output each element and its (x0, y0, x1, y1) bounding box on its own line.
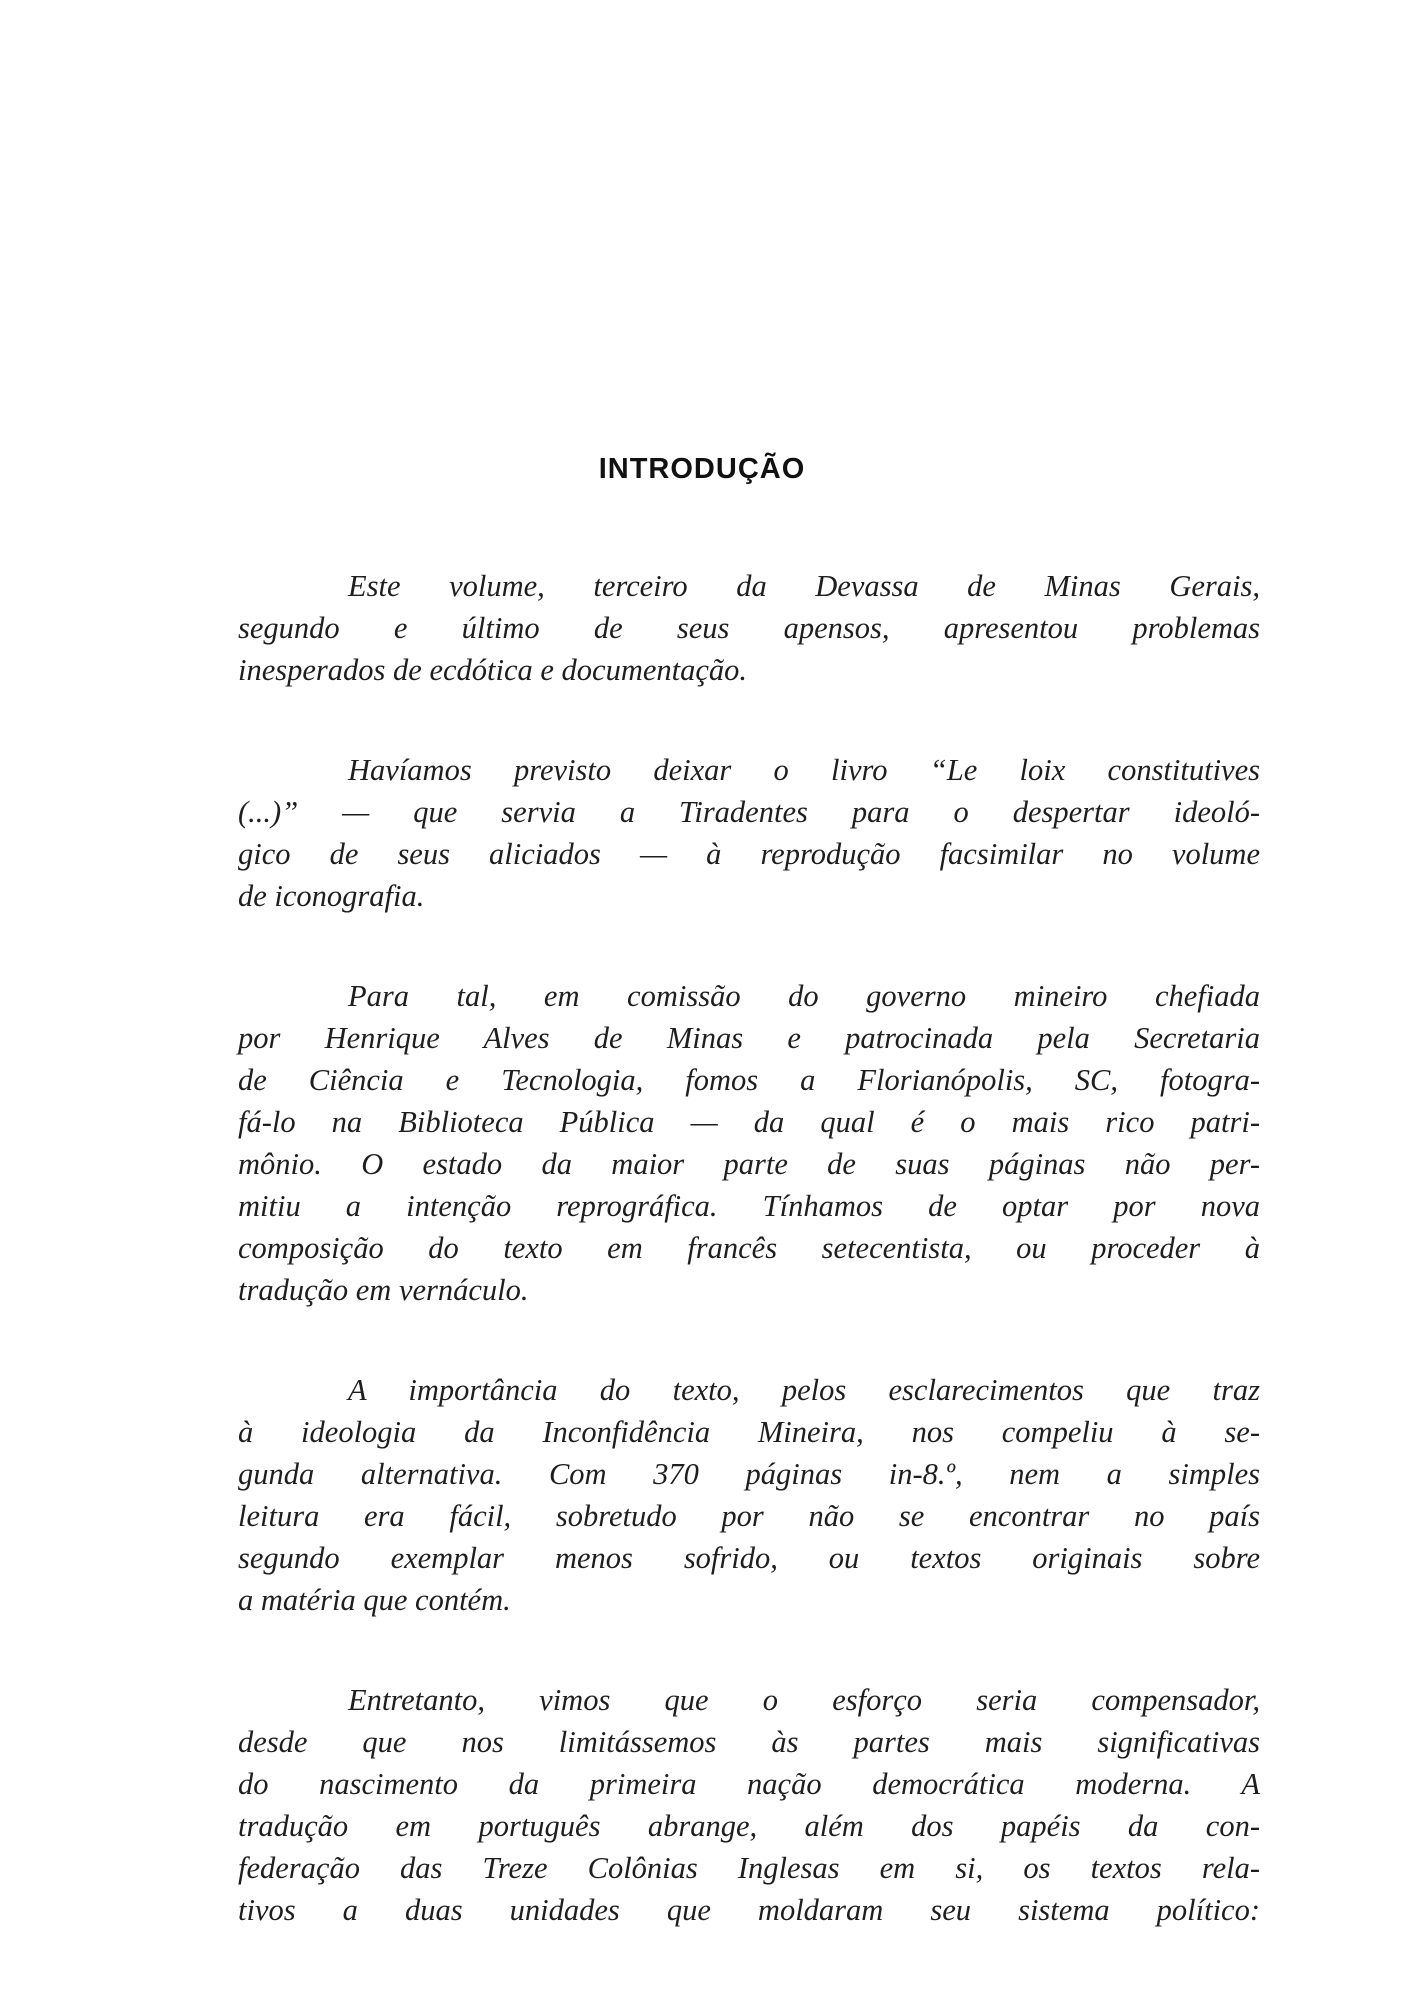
paragraph-line: à ideologia da Inconfidência Mineira, nos compeliu à se- (238, 1415, 1260, 1449)
paragraph-line: segundo e último de seus apensos, apresentou problemas (238, 611, 1260, 645)
paragraph-line: gunda alternativa. Com 370 páginas in-8.º, nem a simples (238, 1457, 1260, 1491)
paragraph-4 (238, 1369, 1260, 1621)
paragraph-line: segundo exemplar menos sofrido, ou textos originais sobre (238, 1541, 1260, 1575)
paragraph-line: Este volume, terceiro da Devassa de Minas Gerais, (348, 569, 1260, 603)
paragraph-line: de iconografia. (238, 879, 425, 913)
paragraph-3 (238, 975, 1260, 1311)
paragraph-line: por Henrique Alves de Minas e patrocinada pela Secretaria (238, 1021, 1260, 1055)
paragraph-5 (238, 1679, 1260, 1931)
paragraph-line: do nascimento da primeira nação democrática moderna. A (238, 1767, 1260, 1801)
paragraph-line: a matéria que contém. (238, 1583, 511, 1617)
paragraph-line: desde que nos limitássemos às partes mais significativas (238, 1725, 1260, 1759)
paragraph-line: (...)” — que servia a Tiradentes para o despertar ideoló- (238, 795, 1260, 829)
paragraph-line: fá-lo na Biblioteca Pública — da qual é o mais rico patri- (238, 1105, 1260, 1139)
body-text (238, 565, 1260, 1931)
paragraph-line: mônio. O estado da maior parte de suas páginas não per- (238, 1147, 1260, 1181)
paragraph-line: Para tal, em comissão do governo mineiro chefiada (348, 979, 1260, 1013)
paragraph-2 (238, 749, 1260, 917)
paragraph-line: composição do texto em francês setecentista, ou proceder à (238, 1231, 1260, 1265)
paragraph-line: de Ciência e Tecnologia, fomos a Florianópolis, SC, fotogra- (238, 1063, 1260, 1097)
paragraph-line: mitiu a intenção reprográfica. Tínhamos de optar por nova (238, 1189, 1260, 1223)
page-title: INTRODUÇÃO (598, 453, 806, 485)
paragraph-line: federação das Treze Colônias Inglesas em si, os textos rela- (238, 1851, 1260, 1885)
paragraph-line: Entretanto, vimos que o esforço seria compensador, (348, 1683, 1260, 1717)
paragraph-line: tivos a duas unidades que moldaram seu sistema político: (238, 1893, 1260, 1927)
paragraph-line: A importância do texto, pelos esclarecimentos que traz (348, 1373, 1260, 1407)
paragraph-line: tradução em português abrange, além dos papéis da con- (238, 1809, 1260, 1843)
paragraph-line: Havíamos previsto deixar o livro “Le loix constitutives (348, 753, 1260, 787)
paragraph-line: tradução em vernáculo. (238, 1273, 529, 1307)
paragraph-line: leitura era fácil, sobretudo por não se encontrar no país (238, 1499, 1260, 1533)
paragraph-line: gico de seus aliciados — à reprodução facsimilar no volume (238, 837, 1260, 871)
paragraph-line: inesperados de ecdótica e documentação. (238, 653, 748, 687)
paragraph-1 (238, 565, 1260, 691)
